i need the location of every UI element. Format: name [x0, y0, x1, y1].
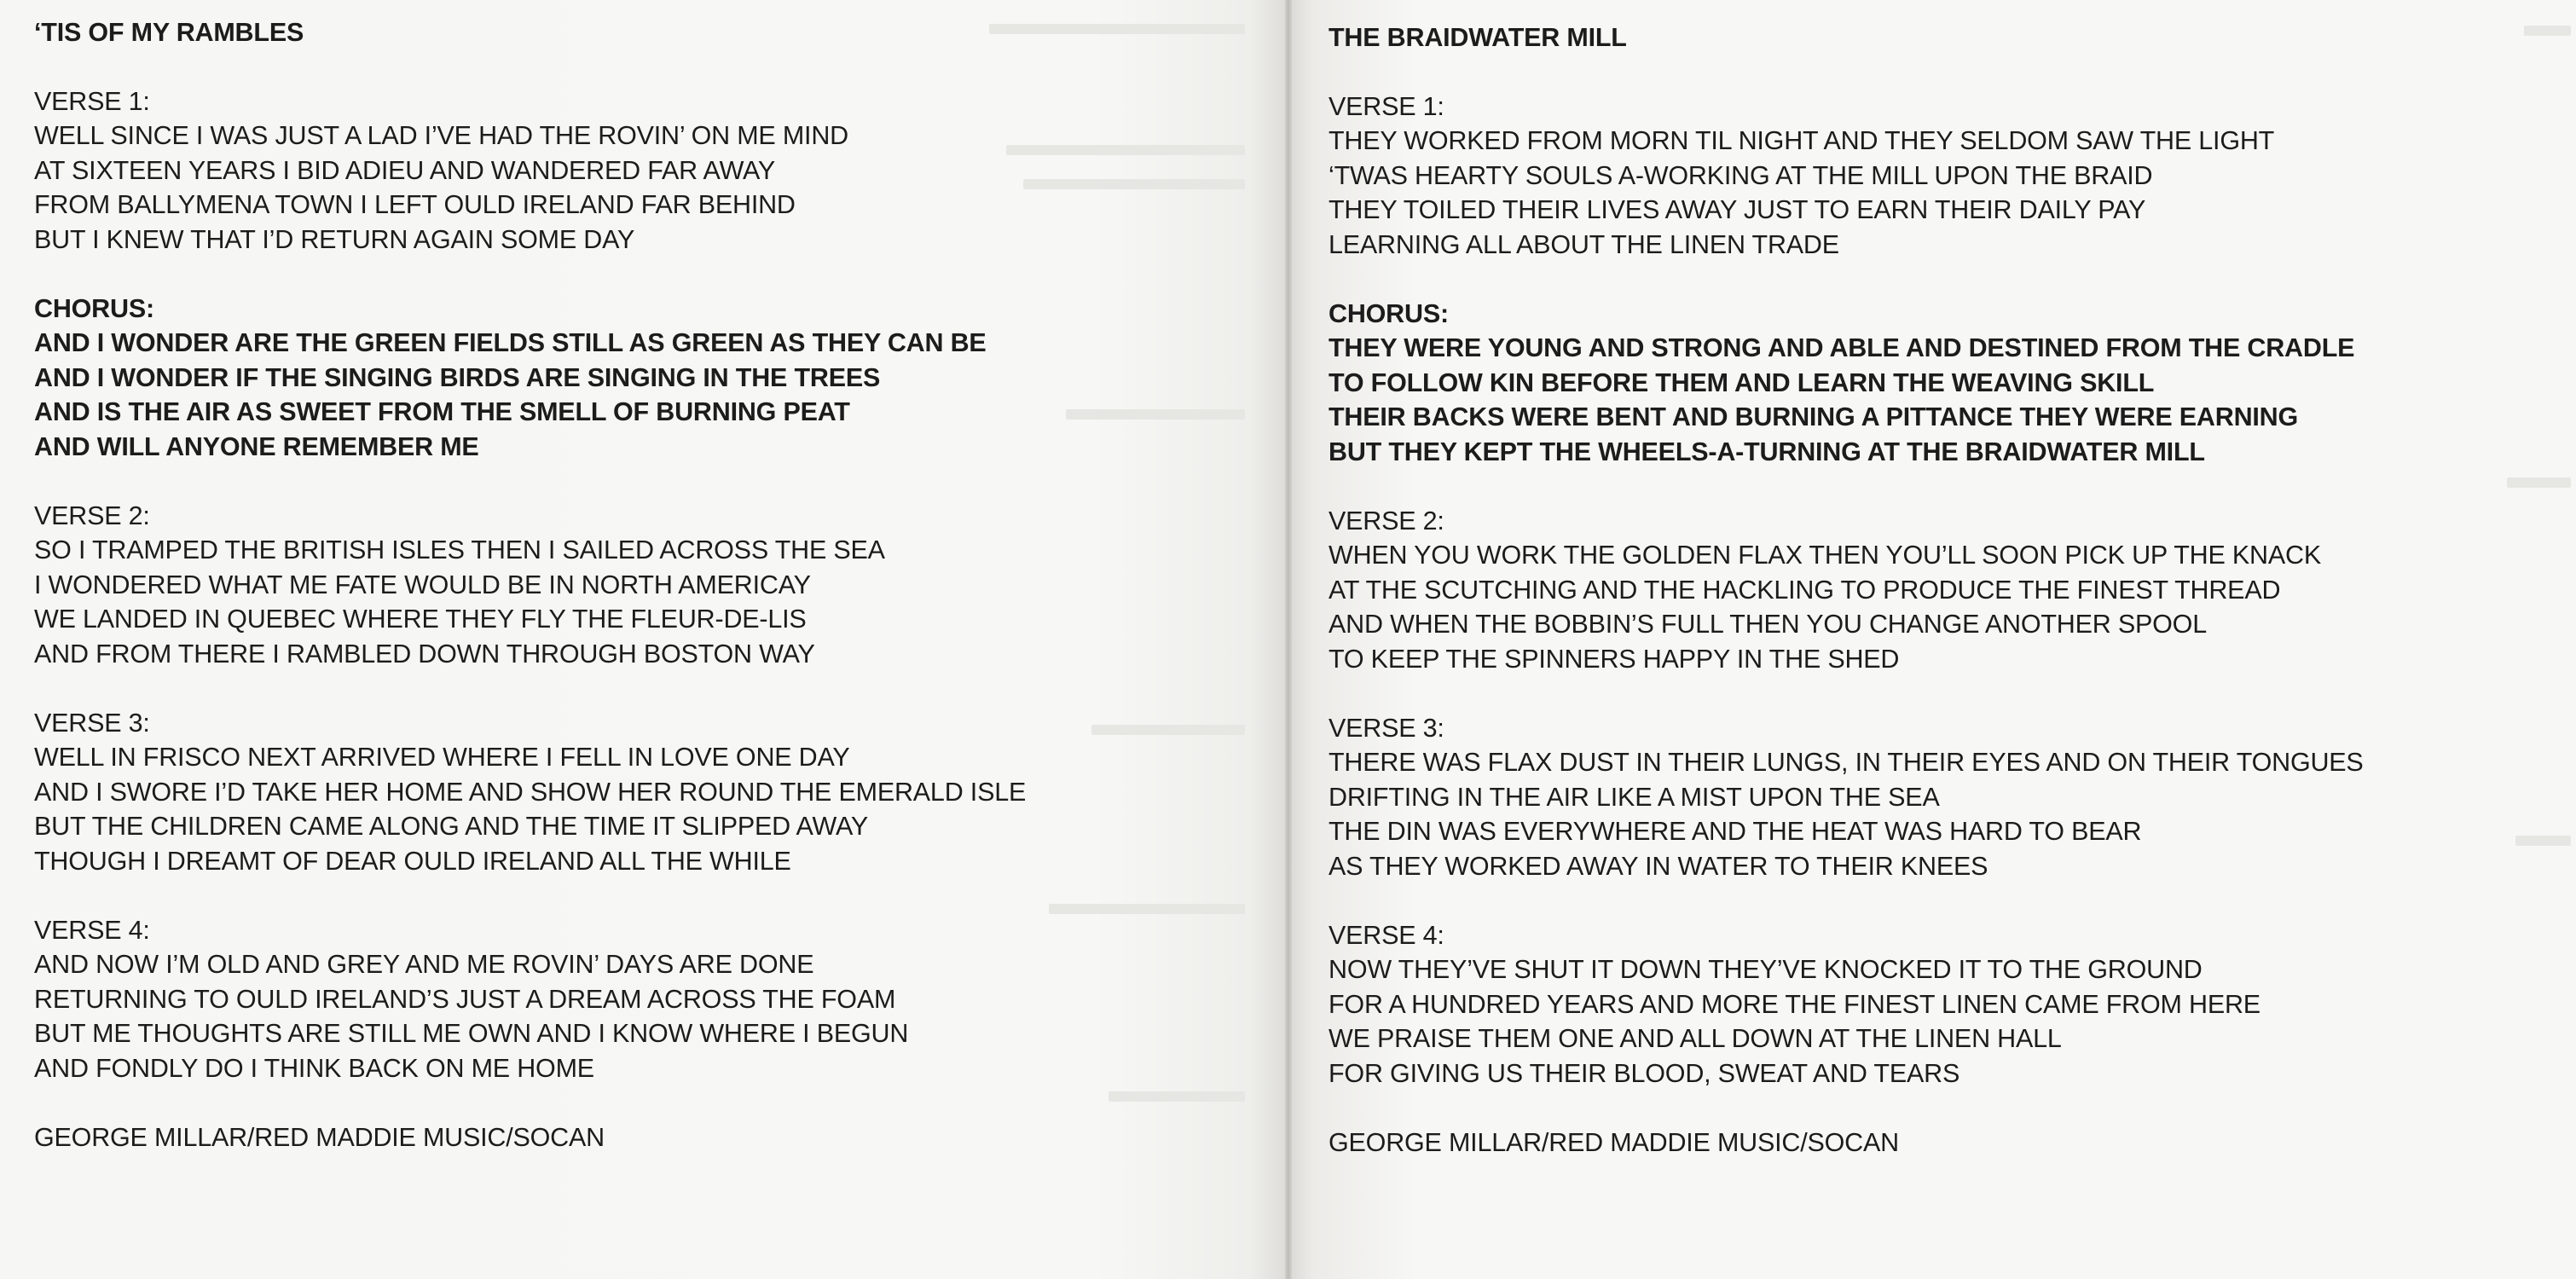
- lyric-line: BUT I KNEW THAT I’D RETURN AGAIN SOME DAY: [34, 224, 635, 254]
- verse-4: [34, 913, 1026, 1086]
- lyric-line: RETURNING TO OULD IRELAND’S JUST A DREAM ACROSS THE FOAM: [34, 984, 896, 1014]
- lyric-line: AND WHEN THE BOBBIN’S FULL THEN YOU CHANGE ANOTHER SPOOL: [1329, 610, 2207, 639]
- section-label: VERSE 3:: [1329, 713, 1444, 743]
- verse-1: [34, 84, 1026, 258]
- verse-3: [34, 706, 1026, 879]
- right-page: [1288, 0, 2576, 1279]
- section-label: VERSE 2:: [1329, 506, 1444, 535]
- chorus: [1329, 297, 2364, 470]
- lyric-line: WE LANDED IN QUEBEC WHERE THEY FLY THE FLEUR-DE-LIS: [34, 605, 807, 634]
- lyric-line: BUT ME THOUGHTS ARE STILL ME OWN AND I KNOW WHERE I BEGUN: [34, 1019, 909, 1048]
- lyric-line: WHEN YOU WORK THE GOLDEN FLAX THEN YOU’LL SOON PICK UP THE KNACK: [1329, 541, 2321, 570]
- lyric-line: AND WILL ANYONE REMEMBER ME: [34, 431, 479, 461]
- lyric-line: AND I SWORE I’D TAKE HER HOME AND SHOW HER ROUND THE EMERALD ISLE: [34, 777, 1027, 807]
- lyric-line: AND I WONDER IF THE SINGING BIRDS ARE SINGING IN THE TREES: [34, 362, 881, 392]
- lyric-line: TO KEEP THE SPINNERS HAPPY IN THE SHED: [1329, 644, 1900, 674]
- section-label: CHORUS:: [34, 293, 154, 323]
- section-label: CHORUS:: [1329, 298, 1449, 328]
- lyric-line: NOW THEY’VE SHUT IT DOWN THEY’VE KNOCKED IT TO THE GROUND: [1329, 955, 2203, 984]
- lyric-line: THOUGH I DREAMT OF DEAR OULD IRELAND ALL THE WHILE: [34, 846, 791, 876]
- lyric-line: THEIR BACKS WERE BENT AND BURNING A PITTANCE THEY WERE EARNING: [1329, 402, 2299, 431]
- lyric-line: AND NOW I’M OLD AND GREY AND ME ROVIN’ DAYS ARE DONE: [34, 950, 814, 979]
- lyric-line: LEARNING ALL ABOUT THE LINEN TRADE: [1329, 229, 1839, 259]
- verse-1: [1329, 90, 2364, 263]
- lyric-line: BUT THEY KEPT THE WHEELS-A-TURNING AT THE BRAIDWATER MILL: [1329, 437, 2205, 466]
- lyric-line: THERE WAS FLAX DUST IN THEIR LUNGS, IN THEIR EYES AND ON THEIR TONGUES: [1329, 748, 2364, 777]
- song-title: ‘TIS OF MY RAMBLES: [34, 18, 304, 47]
- lyric-line: SO I TRAMPED THE BRITISH ISLES THEN I SAILED ACROSS THE SEA: [34, 535, 885, 564]
- song-tis-of-my-rambles: [34, 15, 1026, 1155]
- lyric-line: AT THE SCUTCHING AND THE HACKLING TO PRODUCE THE FINEST THREAD: [1329, 575, 2281, 605]
- section-label: VERSE 1:: [1329, 91, 1444, 121]
- lyric-line: AND IS THE AIR AS SWEET FROM THE SMELL OF BURNING PEAT: [34, 397, 850, 426]
- section-label: VERSE 3:: [34, 708, 150, 738]
- lyric-line: THEY WORKED FROM MORN TIL NIGHT AND THEY SELDOM SAW THE LIGHT: [1329, 126, 2275, 155]
- lyric-line: AND I WONDER ARE THE GREEN FIELDS STILL AS GREEN AS THEY CAN BE: [34, 328, 987, 357]
- verse-2: [1329, 504, 2364, 677]
- lyric-line: FROM BALLYMENA TOWN I LEFT OULD IRELAND FAR BEHIND: [34, 190, 796, 219]
- section-label: VERSE 4:: [1329, 920, 1444, 950]
- lyric-line: AT SIXTEEN YEARS I BID ADIEU AND WANDERED FAR AWAY: [34, 155, 776, 185]
- lyric-line: FOR A HUNDRED YEARS AND MORE THE FINEST LINEN CAME FROM HERE: [1329, 989, 2261, 1019]
- lyric-line: ‘TWAS HEARTY SOULS A-WORKING AT THE MILL UPON THE BRAID: [1329, 160, 2153, 190]
- lyric-line: BUT THE CHILDREN CAME ALONG AND THE TIME IT SLIPPED AWAY: [34, 812, 869, 841]
- lyric-line: I WONDERED WHAT ME FATE WOULD BE IN NORTH AMERICAY: [34, 570, 811, 599]
- lyric-line: WELL SINCE I WAS JUST A LAD I’VE HAD THE ROVIN’ ON ME MIND: [34, 121, 848, 150]
- lyric-line: FOR GIVING US THEIR BLOOD, SWEAT AND TEARS: [1329, 1058, 1960, 1088]
- verse-4: [1329, 918, 2364, 1091]
- lyric-line: TO FOLLOW KIN BEFORE THEM AND LEARN THE WEAVING SKILL: [1329, 367, 2155, 397]
- verse-2: [34, 499, 1026, 672]
- song-credit: GEORGE MILLAR/RED MADDIE MUSIC/SOCAN: [1329, 1127, 1899, 1157]
- lyric-line: THE DIN WAS EVERYWHERE AND THE HEAT WAS HARD TO BEAR: [1329, 817, 2142, 846]
- song-the-braidwater-mill: [1329, 20, 2364, 1160]
- song-credit: GEORGE MILLAR/RED MADDIE MUSIC/SOCAN: [34, 1122, 605, 1152]
- section-label: VERSE 4:: [34, 915, 150, 945]
- lyric-line: DRIFTING IN THE AIR LIKE A MIST UPON THE SEA: [1329, 782, 1940, 812]
- lyric-line: AND FONDLY DO I THINK BACK ON ME HOME: [34, 1053, 594, 1083]
- section-label: VERSE 1:: [34, 86, 150, 116]
- chorus: [34, 292, 1026, 465]
- lyric-line: AS THEY WORKED AWAY IN WATER TO THEIR KNEES: [1329, 851, 1988, 881]
- lyric-line: WE PRAISE THEM ONE AND ALL DOWN AT THE LINEN HALL: [1329, 1024, 2062, 1053]
- lyric-line: THEY WERE YOUNG AND STRONG AND ABLE AND DESTINED FROM THE CRADLE: [1329, 333, 2355, 362]
- song-title: THE BRAIDWATER MILL: [1329, 23, 1627, 52]
- lyric-line: AND FROM THERE I RAMBLED DOWN THROUGH BOSTON WAY: [34, 639, 815, 668]
- lyric-line: WELL IN FRISCO NEXT ARRIVED WHERE I FELL IN LOVE ONE DAY: [34, 743, 850, 772]
- lyric-line: THEY TOILED THEIR LIVES AWAY JUST TO EARN THEIR DAILY PAY: [1329, 195, 2146, 224]
- section-label: VERSE 2:: [34, 501, 150, 530]
- booklet-spine: [1285, 0, 1292, 1279]
- verse-3: [1329, 711, 2364, 884]
